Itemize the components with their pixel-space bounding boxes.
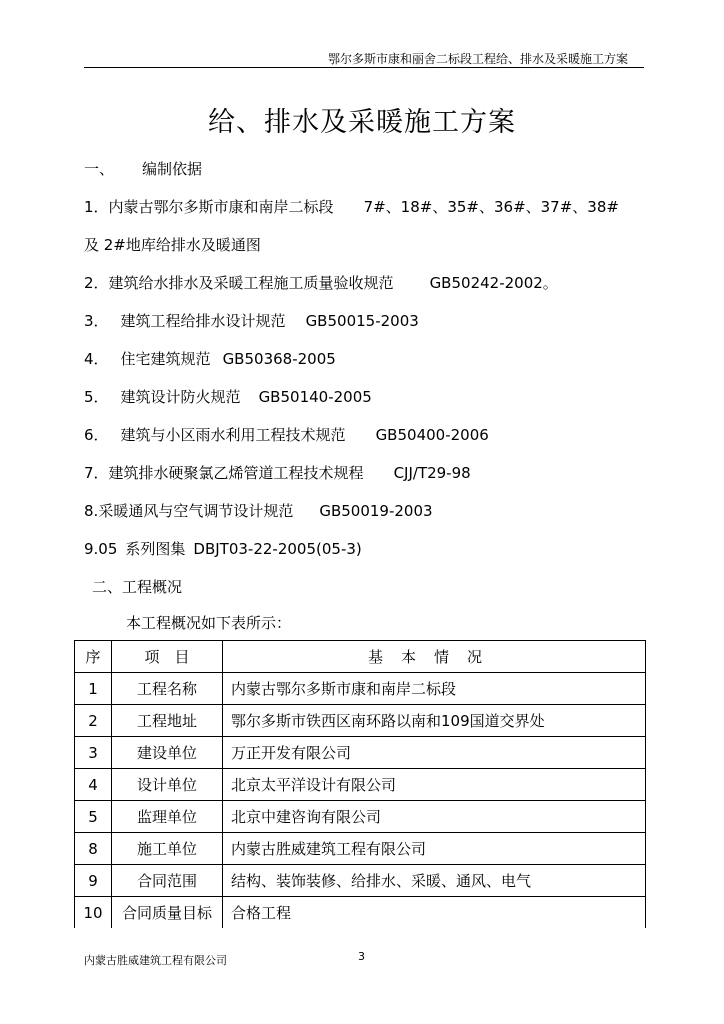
basis-item-code: GB50242-2002。: [429, 274, 558, 292]
row-item: 监理单位: [112, 801, 223, 833]
row-index: 1: [75, 673, 112, 705]
row-index: 8: [75, 833, 112, 865]
basis-item-2: [84, 272, 558, 293]
row-item: 合同范围: [112, 865, 223, 897]
row-index: 10: [75, 897, 112, 929]
row-index: 9: [75, 865, 112, 897]
basis-item-name: 系列图集: [125, 540, 186, 558]
section1-heading-number: 一、: [84, 160, 115, 178]
page-number: 3: [358, 950, 365, 963]
basis-item-number: 9.05: [84, 540, 118, 558]
basis-item-9: [84, 538, 362, 559]
basis-item-number: 3．: [84, 312, 109, 330]
basis-item-number: 8.: [84, 502, 99, 520]
row-item: 建设单位: [112, 737, 223, 769]
basis-item-code: GB50368-2005: [222, 350, 336, 368]
basis-item-5: [84, 386, 372, 407]
row-item: 设计单位: [112, 769, 223, 801]
row-detail: 内蒙古胜威建筑工程有限公司: [223, 833, 646, 865]
running-header: 鄂尔多斯市康和丽舍二标段工程给、排水及采暖施工方案: [327, 52, 628, 66]
table-row: [75, 673, 646, 705]
basis-item-1-continued: [84, 234, 261, 255]
row-detail: 内蒙古鄂尔多斯市康和南岸二标段: [223, 673, 646, 705]
table-row: [75, 769, 646, 801]
basis-item-4: [84, 348, 336, 369]
project-overview-table: [74, 640, 646, 928]
row-detail: 北京中建咨询有限公司: [223, 801, 646, 833]
table-row: [75, 801, 646, 833]
basis-item-3: [84, 310, 419, 331]
basis-item-code: GB50400-2006: [375, 426, 489, 444]
basis-item-number: 2．: [84, 274, 109, 292]
header-cell-index: 序: [75, 641, 112, 673]
basis-item-name: 建筑与小区雨水利用工程技术规范: [120, 426, 346, 444]
row-index: 3: [75, 737, 112, 769]
basis-item-name: 住宅建筑规范: [120, 350, 211, 368]
basis-item-code: CJJ/T29-98: [393, 464, 471, 482]
document-title: 给、排水及采暖施工方案: [208, 107, 516, 138]
row-item: 施工单位: [112, 833, 223, 865]
basis-item-code: GB50019-2003: [319, 502, 433, 520]
row-item: 合同质量目标: [112, 897, 223, 929]
basis-item-number: 7．: [84, 464, 109, 482]
header-cell-details: 基本情况: [223, 641, 646, 673]
basis-item-number: 6．: [84, 426, 109, 444]
table-row: [75, 737, 646, 769]
row-detail: 北京太平洋设计有限公司: [223, 769, 646, 801]
table-row: [75, 705, 646, 737]
basis-item-name: 内蒙古鄂尔多斯市康和南岸二标段: [108, 198, 334, 216]
row-detail: 结构、装饰装修、给排水、采暖、通风、电气: [223, 865, 646, 897]
header-cell-item: 项 目: [112, 641, 223, 673]
basis-item-6: [84, 424, 489, 445]
basis-item-name: 建筑工程给排水设计规范: [120, 312, 286, 330]
section1-heading: [84, 158, 202, 179]
basis-item-name: 建筑排水硬聚氯乙烯管道工程技术规程: [108, 464, 364, 482]
row-detail: 鄂尔多斯市铁西区南环路以南和109国道交界处: [223, 705, 646, 737]
table-row: [75, 865, 646, 897]
basis-item-number: 5．: [84, 388, 109, 406]
basis-item-number: 4．: [84, 350, 109, 368]
row-index: 5: [75, 801, 112, 833]
table-row: [75, 897, 646, 929]
basis-item-name: 采暖通风与空气调节设计规范: [98, 502, 294, 520]
section2-heading: 二、工程概况: [92, 578, 183, 596]
basis-item-code: GB50015-2003: [305, 312, 419, 330]
basis-item-7: [84, 462, 471, 483]
basis-item-code: 7#、18#、35#、36#、37#、38#: [363, 198, 619, 216]
row-index: 4: [75, 769, 112, 801]
section2-intro: 本工程概况如下表所示：: [126, 614, 292, 632]
basis-item-number: 1．: [84, 198, 109, 216]
header-rule: [84, 67, 644, 68]
section1-heading-text: 编制依据: [142, 160, 203, 178]
footer-company: 内蒙古胜威建筑工程有限公司: [84, 954, 227, 967]
basis-item-name: 建筑设计防火规范: [120, 388, 241, 406]
table-header-row: [75, 641, 646, 673]
table-row: [75, 833, 646, 865]
basis-item-name: 建筑给水排水及采暖工程施工质量验收规范: [108, 274, 394, 292]
basis-item-name: 及 2#地库给排水及暖通图: [84, 236, 261, 254]
row-detail: 万正开发有限公司: [223, 737, 646, 769]
basis-item-code: GB50140-2005: [258, 388, 372, 406]
row-index: 2: [75, 705, 112, 737]
basis-item-8: [84, 500, 433, 521]
row-item: 工程名称: [112, 673, 223, 705]
row-detail: 合格工程: [223, 897, 646, 929]
basis-item-1: [84, 196, 619, 217]
row-item: 工程地址: [112, 705, 223, 737]
basis-item-code: DBJT03-22-2005(05-3): [193, 540, 362, 558]
